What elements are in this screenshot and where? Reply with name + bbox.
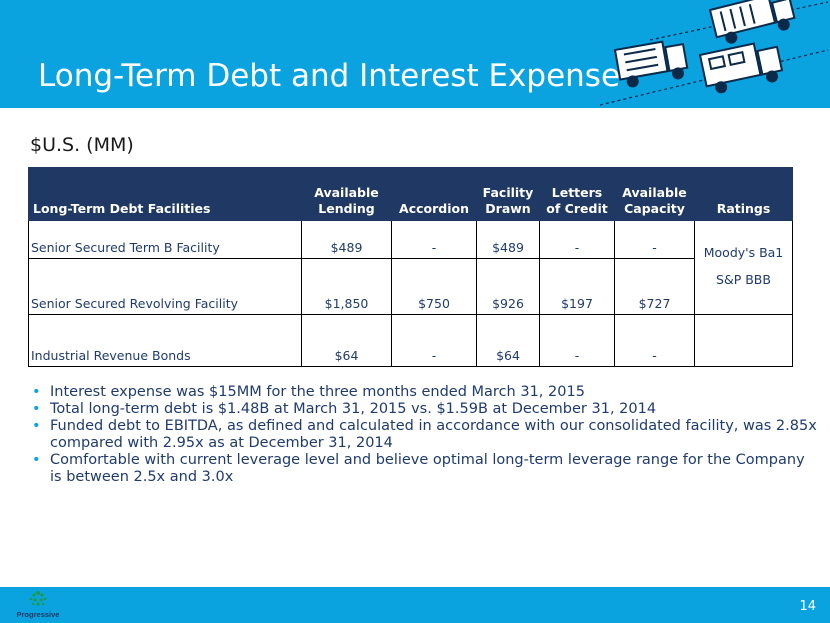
bullet-dot-icon: • (32, 452, 41, 468)
letters-of-credit-cell: - (540, 315, 615, 367)
facility-drawn-cell: $64 (477, 315, 540, 367)
available-lending-cell: $1,850 (302, 259, 392, 315)
table-row (29, 259, 793, 315)
bullet-item (30, 418, 820, 452)
bullet-text: Funded debt to EBITDA, as defined and calculated in accordance with our consolidated facility, was 2.85x compared with 2.95x as at December 31, 2014 (50, 418, 817, 451)
table-row (29, 315, 793, 367)
column-header: Available Capacity (615, 168, 695, 221)
bullet-item (30, 452, 820, 486)
available-capacity-cell: $727 (615, 259, 695, 315)
available-lending-cell: $489 (302, 221, 392, 259)
title-banner (0, 0, 830, 108)
facility-name-cell: Senior Secured Term B Facility (29, 221, 302, 259)
currency-subtitle: $U.S. (MM) (30, 134, 134, 156)
footer-bar (0, 587, 830, 623)
column-header: Letters of Credit (540, 168, 615, 221)
facility-name-cell: Industrial Revenue Bonds (29, 315, 302, 367)
empty-ratings-cell (695, 315, 793, 367)
bullet-dot-icon: • (32, 401, 41, 417)
available-capacity-cell: - (615, 315, 695, 367)
bullet-dot-icon: • (32, 418, 41, 434)
table-row (29, 221, 793, 259)
facility-drawn-cell: $489 (477, 221, 540, 259)
accordion-cell: $750 (392, 259, 477, 315)
column-header: Long-Term Debt Facilities (29, 168, 302, 221)
available-lending-cell: $64 (302, 315, 392, 367)
moodys-rating: Moody's Ba1 (703, 245, 784, 260)
table-header-row (29, 168, 793, 221)
facility-name-cell: Senior Secured Revolving Facility (29, 259, 302, 315)
bullet-list (30, 384, 820, 486)
column-header: Accordion (392, 168, 477, 221)
bullet-item (30, 384, 820, 401)
available-capacity-cell: - (615, 221, 695, 259)
accordion-cell: - (392, 315, 477, 367)
bullet-text: Comfortable with current leverage level and believe optimal long-term leverage range for the Company is between 2.5x and 3.0x (50, 452, 805, 485)
debt-facilities-table (28, 167, 793, 367)
page-number: 14 (799, 599, 816, 614)
accordion-cell: - (392, 221, 477, 259)
bullet-dot-icon: • (32, 384, 41, 400)
page-title: Long-Term Debt and Interest Expense (38, 58, 621, 94)
logo-text: Progressive (16, 610, 60, 619)
truck-illustration-icon (590, 0, 830, 108)
column-header: Ratings (695, 168, 793, 221)
ratings-cell (695, 221, 793, 315)
sp-rating: S&P BBB (716, 272, 771, 287)
logo-mark-icon (4, 589, 72, 611)
column-header: Available Lending (302, 168, 392, 221)
column-header: Facility Drawn (477, 168, 540, 221)
letters-of-credit-cell: - (540, 221, 615, 259)
letters-of-credit-cell: $197 (540, 259, 615, 315)
facility-drawn-cell: $926 (477, 259, 540, 315)
bullet-text: Total long-term debt is $1.48B at March 31, 2015 vs. $1.59B at December 31, 2014 (50, 401, 657, 417)
progressive-logo-icon (4, 589, 72, 623)
bullet-text: Interest expense was $15MM for the three months ended March 31, 2015 (50, 384, 585, 400)
bullet-item (30, 401, 820, 418)
